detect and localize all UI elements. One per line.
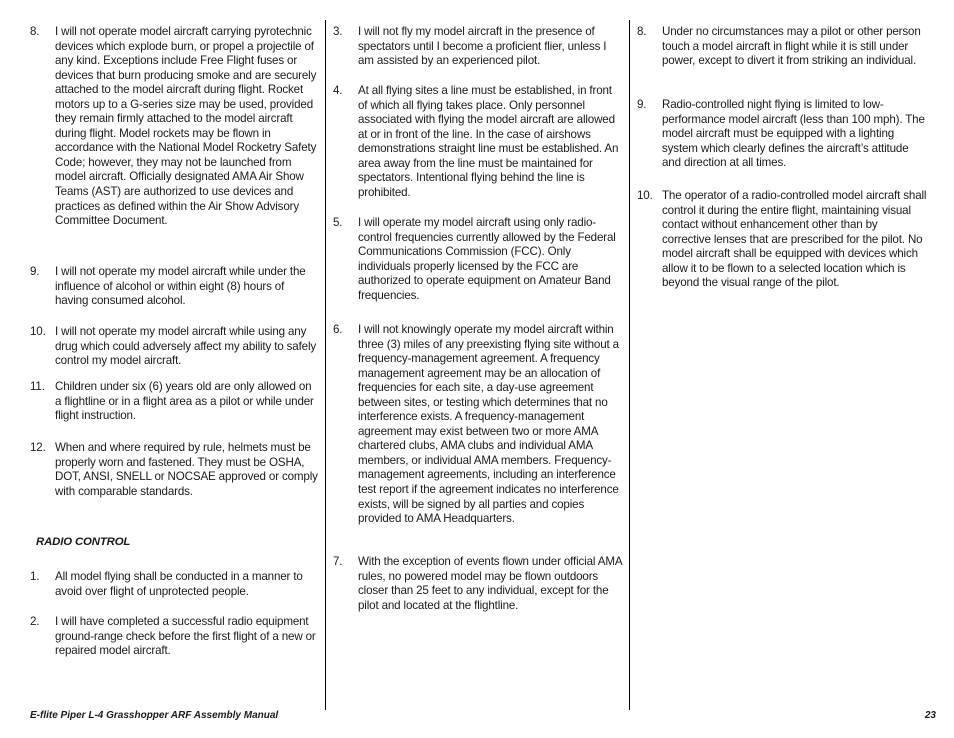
page-number: 23 (924, 710, 936, 721)
item-text: When and where required by rule, helmets must be properly worn and fastened. They must be OSHA, DOT, ANSI, SNELL or NOCSAE approved or comply with comparable standards. (55, 441, 318, 498)
item-text: I will not operate my model aircraft while using any drug which could adversely affect my ability to safely control my model aircraft. (55, 325, 317, 368)
list-item (30, 325, 320, 369)
item-number: 7. (333, 555, 343, 568)
list-item (333, 216, 623, 303)
item-text: Children under six (6) years old are only allowed on a flightline or in a flight area as a pilot or while under flight instruction. (55, 380, 314, 423)
item-text: I will have completed a successful radio equipment ground-range check before the first flight of a new or repaired model aircraft. (55, 615, 316, 658)
item-text: Radio-controlled night flying is limited to low-performance model aircraft (less than 100 mph). The model aircraft must be equipped with a lighting system which clearly defines the aircraft’s attitude and direction at all times. (662, 98, 925, 170)
footer-title: E-flite Piper L-4 Grasshopper ARF Assembly Manual (30, 710, 279, 721)
item-text: I will not knowingly operate my model aircraft within three (3) miles of any preexisting flying site without a frequency-management agreement. A frequency management agreement may be an allocation of frequencies for each site, a day-use agreement between sites, or testing which determines that no interference exists. A frequency-management agreement may exist between two or more AMA chartered clubs, AMA clubs and individual AMA members, or individual AMA members. Frequency-management agreements, including an interference test report if the agreement indicates no interference exists, will be signed by all parties and copies provided to AMA Headquarters. (358, 323, 619, 526)
section-heading: RADIO CONTROL (36, 536, 131, 548)
item-number: 3. (333, 25, 343, 38)
list-item (30, 615, 320, 659)
item-number: 11. (30, 380, 45, 393)
list-item (333, 84, 623, 200)
list-item (30, 265, 320, 309)
item-number: 6. (333, 323, 343, 336)
item-text: The operator of a radio-controlled model aircraft shall control it during the entire flight, maintaining visual contact without enhancement other than by corrective lenses that are prescribed for the pilot. No model aircraft shall be equipped with devices which allow it to be flown to a selected location which is beyond the visual range of the pilot. (662, 189, 927, 290)
item-number: 9. (637, 98, 647, 111)
column-divider (629, 20, 630, 710)
item-text: At all flying sites a line must be established, in front of which all flying takes place. Only personnel associated with flying the model aircraft are allowed at or in front of the line. In the case of airshows demonstrations straight line must be established. An area away from the line must be maintained for spectators. Intentional flying behind the line is prohibited. (358, 84, 619, 199)
list-item (637, 189, 929, 291)
item-number: 5. (333, 216, 343, 229)
item-number: 12. (30, 441, 46, 454)
item-number: 8. (30, 25, 40, 38)
list-item (637, 25, 929, 69)
item-number: 4. (333, 84, 343, 97)
item-text: I will operate my model aircraft using only radio-control frequencies currently allowed by the Federal Communications Commission (FCC). Only individuals properly licensed by the FCC are authorized to operate equipment on Amateur Band frequencies. (358, 216, 616, 302)
item-number: 8. (637, 25, 647, 38)
list-item (637, 98, 929, 171)
list-item (30, 570, 320, 599)
list-item (333, 25, 623, 69)
list-item (333, 555, 623, 613)
list-item (30, 380, 320, 424)
item-text: I will not operate my model aircraft while under the influence of alcohol or within eight (8) hours of having consumed alcohol. (55, 265, 306, 308)
item-number: 10. (637, 189, 653, 202)
item-number: 10. (30, 325, 46, 338)
item-text: I will not operate model aircraft carrying pyrotechnic devices which explode burn, or propel a projectile of any kind. Exceptions include Free Flight fuses or devices that burn producing smoke and are securely attached to the model aircraft during flight. Rocket motors up to a G-series size may be used, provided they remain firmly attached to the model aircraft during flight. Model rockets may be flown in accordance with the National Model Rocketry Safety Code; however, they may not be launched from model aircraft. Officially designated AMA Air Show Teams (AST) are authorized to use devices and practices as defined within the Air Show Advisory Committee Document. (55, 25, 317, 228)
item-text: With the exception of events flown under official AMA rules, no powered model may be flown outdoors closer than 25 feet to any individual, except for the pilot and located at the flightline. (358, 555, 622, 612)
item-text: Under no circumstances may a pilot or other person touch a model aircraft in flight while it is still under power, except to divert it from striking an individual. (662, 25, 921, 68)
column-divider (325, 20, 326, 710)
item-number: 2. (30, 615, 40, 628)
list-item (333, 323, 623, 527)
list-item (30, 25, 320, 229)
list-item (30, 441, 320, 499)
item-text: All model flying shall be conducted in a manner to avoid over flight of unprotected people. (55, 570, 303, 598)
item-number: 1. (30, 570, 40, 583)
item-text: I will not fly my model aircraft in the presence of spectators until I become a proficient flier, unless I am assisted by an experienced pilot. (358, 25, 607, 68)
item-number: 9. (30, 265, 40, 278)
